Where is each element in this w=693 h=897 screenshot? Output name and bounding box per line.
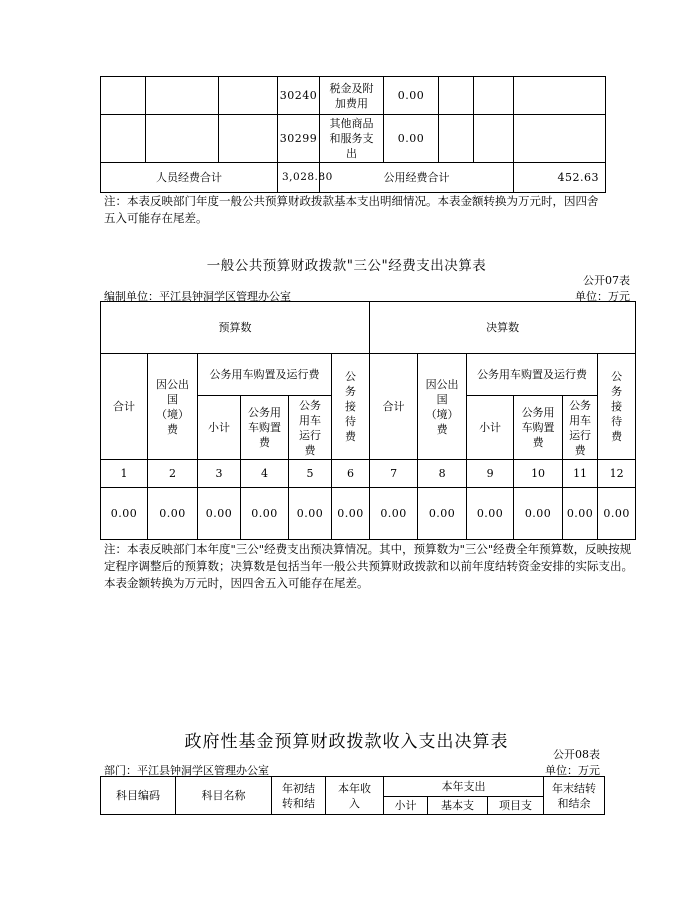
total-row [101, 163, 606, 193]
basic-expense-header: 基本支 [428, 797, 488, 815]
value-cell: 0.00 [241, 488, 289, 540]
personnel-total-label: 人员经费合计 [101, 163, 278, 193]
col-number: 2 [148, 460, 198, 488]
income-header: 本年收入 [326, 777, 384, 815]
value-cell: 0.00 [563, 488, 598, 540]
col-number: 3 [198, 460, 241, 488]
total-header: 合计 [101, 354, 148, 460]
actual-header: 决算数 [370, 302, 636, 354]
table-row [101, 77, 606, 115]
table07-title: 一般公共预算财政拨款"三公"经费支出决算表 [206, 258, 487, 274]
table08-org: 部门：平江县钟洞学区管理办公室 [104, 764, 269, 777]
code-header: 科目编码 [101, 777, 176, 815]
car-buy-header: 公务用车购置费 [241, 396, 289, 460]
reception-header: 公务接待费 [598, 354, 636, 460]
budget-header: 预算数 [101, 302, 370, 354]
amount-cell: 0.00 [384, 77, 439, 115]
col-number: 12 [598, 460, 636, 488]
code-cell: 30299 [278, 115, 320, 163]
value-cell: 0.00 [514, 488, 563, 540]
car-header: 公务用车购置及运行费 [467, 354, 598, 396]
project-expense-header: 项目支 [488, 797, 544, 815]
name-header: 科目名称 [176, 777, 272, 815]
name-cell: 税金及附加费用 [320, 77, 384, 115]
col-number: 10 [514, 460, 563, 488]
table07-note: 注：本表反映部门本年度"三公"经费支出预决算情况。其中，预算数为"三公"经费全年预算数，反映按规定程序调整后的预算数；决算数是包括当年一般公共预算财政拨款和以前年度结转资金安排的实际支出。本表金额转换为万元时，因四舍五入可能存在尾差。 [104, 542, 633, 590]
col-number: 11 [563, 460, 598, 488]
subtotal-header: 小计 [198, 396, 241, 460]
begin-balance-header: 年初结转和结 [272, 777, 326, 815]
expense-header: 本年支出 [384, 777, 544, 797]
col-number: 9 [467, 460, 514, 488]
col-number: 8 [418, 460, 467, 488]
table08 [100, 776, 605, 815]
car-buy-header: 公务用车购置费 [514, 396, 563, 460]
value-cell: 0.00 [101, 488, 148, 540]
abroad-header: 因公出国（境）费 [148, 354, 198, 460]
public-total-value: 452.63 [514, 163, 606, 193]
abroad-header: 因公出国（境）费 [418, 354, 467, 460]
total-header: 合计 [370, 354, 418, 460]
table06-note: 注：本表反映部门年度一般公共预算财政拨款基本支出明细情况。本表金额转换为万元时，因四舍五入可能存在尾差。 [104, 194, 599, 225]
value-cell: 0.00 [198, 488, 241, 540]
personnel-total-value: 3,028.80 [278, 163, 320, 193]
table07-code: 公开07表 [583, 274, 630, 287]
value-cell: 0.00 [332, 488, 370, 540]
table07-org: 编制单位：平江县钟洞学区管理办公室 [104, 290, 291, 303]
car-run-header: 公务用车运行费 [289, 396, 332, 460]
col-number: 6 [332, 460, 370, 488]
value-cell: 0.00 [148, 488, 198, 540]
car-run-header: 公务用车运行费 [563, 396, 598, 460]
col-number: 5 [289, 460, 332, 488]
reception-header: 公务接待费 [332, 354, 370, 460]
name-cell: 其他商品和服务支出 [320, 115, 384, 163]
value-cell: 0.00 [467, 488, 514, 540]
car-header: 公务用车购置及运行费 [198, 354, 332, 396]
amount-cell: 0.00 [384, 115, 439, 163]
value-cell: 0.00 [370, 488, 418, 540]
code-cell: 30240 [278, 77, 320, 115]
column-number-row [101, 460, 636, 488]
value-cell: 0.00 [418, 488, 467, 540]
table06-tail [100, 76, 606, 193]
col-number: 1 [101, 460, 148, 488]
table08-code: 公开08表 [553, 748, 600, 761]
subtotal-header: 小计 [467, 396, 514, 460]
subtotal-header: 小计 [384, 797, 428, 815]
col-number: 7 [370, 460, 418, 488]
table07-unit: 单位：万元 [575, 290, 630, 303]
value-cell: 0.00 [289, 488, 332, 540]
value-cell: 0.00 [598, 488, 636, 540]
table-row [101, 488, 636, 540]
table08-unit: 单位：万元 [545, 764, 600, 777]
col-number: 4 [241, 460, 289, 488]
table08-title: 政府性基金预算财政拨款收入支出决算表 [184, 732, 509, 752]
table-row [101, 115, 606, 163]
end-balance-header: 年末结转和结余 [544, 777, 605, 815]
public-total-label: 公用经费合计 [320, 163, 514, 193]
table07 [100, 301, 636, 540]
